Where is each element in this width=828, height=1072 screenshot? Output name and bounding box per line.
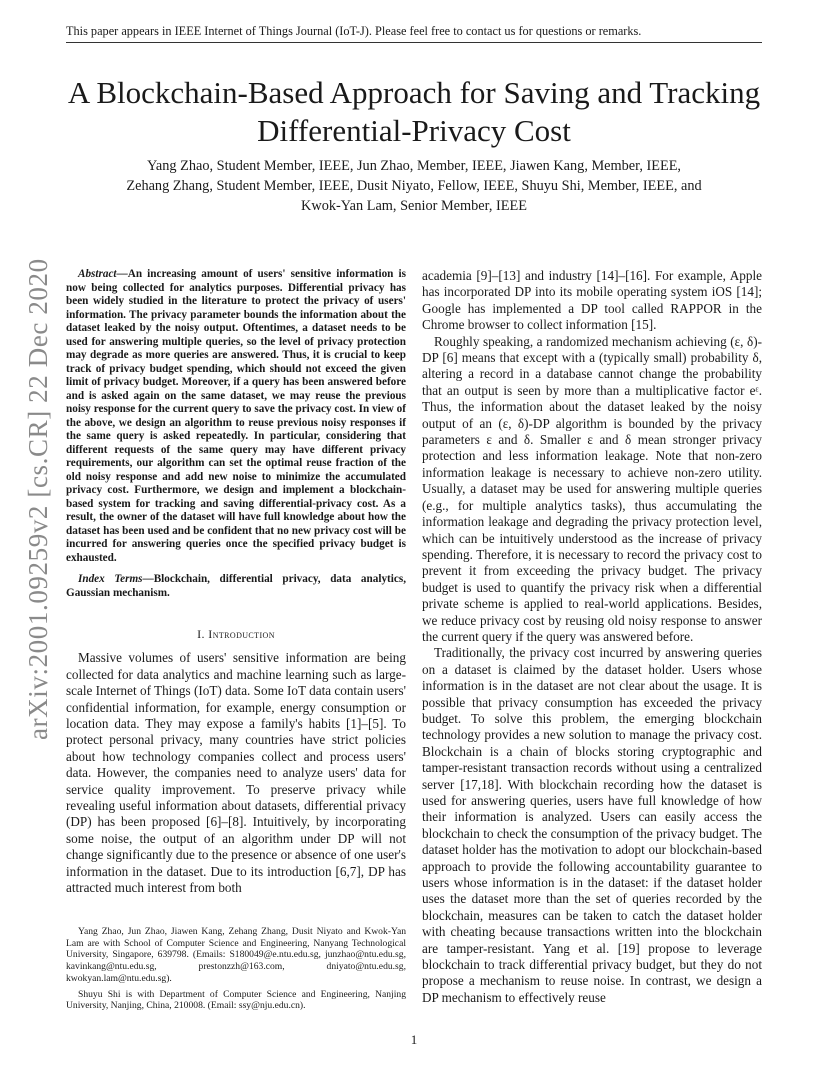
right-column: [422, 268, 762, 1006]
author-list: [80, 156, 748, 216]
section-heading-introduction: I. Introduction: [197, 627, 275, 641]
footnotes: [66, 926, 406, 1016]
index-terms-text: —Blockchain, differential privacy, data analytics, Gaussian mechanism.: [66, 573, 406, 599]
author-line-2: Zehang Zhang, Student Member, IEEE, Dusit Niyato, Fellow, IEEE, Shuyu Shi, Member, IEEE, and: [126, 178, 702, 194]
abstract-text: —An increasing amount of users' sensitive information is now being collected for analytics purposes. Differential privacy has been widely studied in the literature to protect the privacy of users' information. The privacy parameter bounds the information about the dataset leaked by the noisy output. Oftentimes, a dataset needs to be used for answering multiple queries, so the level of privacy protection may degrade as more queries are answered. Thus, it is crucial to keep track of privacy budget spending, which should not exceed the given limit of privacy budget. Moreover, if a query has been answered before and is asked again on the same dataset, we may reuse the previous noisy response for the current query to save the privacy cost. In view of the above, we design an algorithm to reuse previous noisy responses if the same query is asked repeatedly. In particular, considering that different requests of the same query may have different privacy requirements, our algorithm can set the optimal reuse fraction of the old noisy response and add new noise to minimize the accumulated privacy cost. Furthermore, we design and implement a blockchain-based system for tracking and saving differential-privacy cost. As a result, the owner of the dataset will have full knowledge about how the dataset has been used and be confident that no new privacy cost will be incurred for answering queries once the specified privacy budget is exhausted.: [66, 268, 406, 564]
footnote-affiliation-1: Yang Zhao, Jun Zhao, Jiawen Kang, Zehang Zhang, Dusit Niyato and Kwok-Yan Lam are with School of Computer Science and Engineering, Nanyang Technological University, Singapore, 639798. (Emails: S180049@e.ntu.edu.sg, junzhao@ntu.edu.sg, kavinkang@ntu.edu.sg, prestonzzh@163.com, dniyato@ntu.edu.sg, kwokyan.lam@ntu.edu.sg).: [66, 926, 406, 984]
abstract-label: Abstract: [78, 268, 117, 280]
abstract: [66, 268, 406, 565]
intro-paragraph-1-continued: academia [9]–[13] and industry [14]–[16]. For example, Apple has incorporated DP into its mobile operating system iOS [14]; Google has implemented a DP tool called RAPPOR in the Chrome browser to collect information [15].: [422, 268, 762, 333]
index-terms-label: Index Terms: [78, 573, 143, 585]
intro-paragraph-1: Massive volumes of users' sensitive information are being collected for data analytics and machine learning such as large-scale Internet of Things (IoT) data. Some IoT data contain users' confidential information, for example, energy consumption or location data. They may expose a family's habits [1]–[5]. To protect personal privacy, many countries have strict policies about how technology companies collect and process users' data. However, the companies need to analyze users' data for service quality improvement. To preserve privacy while revealing useful information about datasets, differential privacy (DP) has been proposed [6]–[8]. Intuitively, by incorporating some noise, the output of an algorithm under DP will not change significantly due to the presence or absence of one user's information in the dataset. Due to its introduction [6,7], DP has attracted much interest from both: [66, 650, 406, 896]
left-column: [66, 268, 406, 897]
intro-paragraph-2: Roughly speaking, a randomized mechanism achieving (ε, δ)-DP [6] means that except with a (typically small) probability δ, altering a record in a database cannot change the probability that an output is seen by more than a multiplicative factor eᵋ. Thus, the information about the dataset leaked by the noisy output of an (ε, δ)-DP algorithm is bounded by the privacy parameters ε and δ. Smaller ε and δ mean stronger privacy protection and less information leakage. Note that non-zero information leakage is necessary to achieve non-zero utility. Usually, a dataset may be used for answering multiple queries (e.g., for multiple analytics tasks), thus accumulating the information leakage and degrading the privacy protection level, which can be intuitively understood as the increase of privacy spending. Therefore, it is necessary to record the privacy cost to prevent it from exceeding the privacy budget. The privacy budget is used to quantify the privacy risk when a differential private scheme is applied to real-world applications. Besides, we reduce privacy cost by reusing old noisy response to answer the current query if the query was answered before.: [422, 333, 762, 644]
index-terms: [66, 573, 406, 600]
running-header: This paper appears in IEEE Internet of Things Journal (IoT-J). Please feel free to contact us for questions or remarks.: [66, 24, 642, 38]
page-number: 1: [410, 1032, 418, 1047]
paper-title: A Blockchain-Based Approach for Saving and Tracking Differential-Privacy Cost: [67, 75, 761, 148]
header-rule: [66, 42, 762, 43]
author-line-3: Kwok-Yan Lam, Senior Member, IEEE: [301, 198, 527, 214]
intro-paragraph-3: Traditionally, the privacy cost incurred by answering queries on a dataset is claimed by the dataset holder. Users whose information is in the dataset are not clear about the usage. It is possible that privacy consumption has exceeded the privacy budget. To solve this problem, the emerging blockchain technology provides a new solution to manage the privacy cost. Blockchain is a chain of blocks storing cryptographic and tamper-resistant transaction records without using a centralized server [17,18]. With blockchain recording how the dataset is used for answering queries, users have full knowledge of how their information is analyzed. Users can easily access the blockchain to check the consumption of the privacy budget. The dataset holder has the motivation to adopt our blockchain-based approach to provide the following accountability guarantee to users whose information is in the dataset: if the dataset holder uses the dataset more than the set of queries recorded by the blockchain, measures can be taken to catch the dataset holder with cheating because transactions written into the blockchain are tamper-resistant. Yang et al. [19] propose to leverage blockchain to track differential privacy budget, but they do not propose a mechanism to reuse noise. In contrast, we design a DP mechanism to effectively reuse: [422, 645, 762, 1005]
author-line-1: Yang Zhao, Student Member, IEEE, Jun Zhao, Member, IEEE, Jiawen Kang, Member, IEEE,: [146, 158, 682, 174]
footnote-affiliation-2: Shuyu Shi is with Department of Computer Science and Engineering, Nanjing University, Nanjing, China, 210008. (Email: ssy@nju.edu.cn).: [66, 988, 406, 1012]
arxiv-stamp: arXiv:2001.09259v2 [cs.CR] 22 Dec 2020: [23, 258, 53, 740]
